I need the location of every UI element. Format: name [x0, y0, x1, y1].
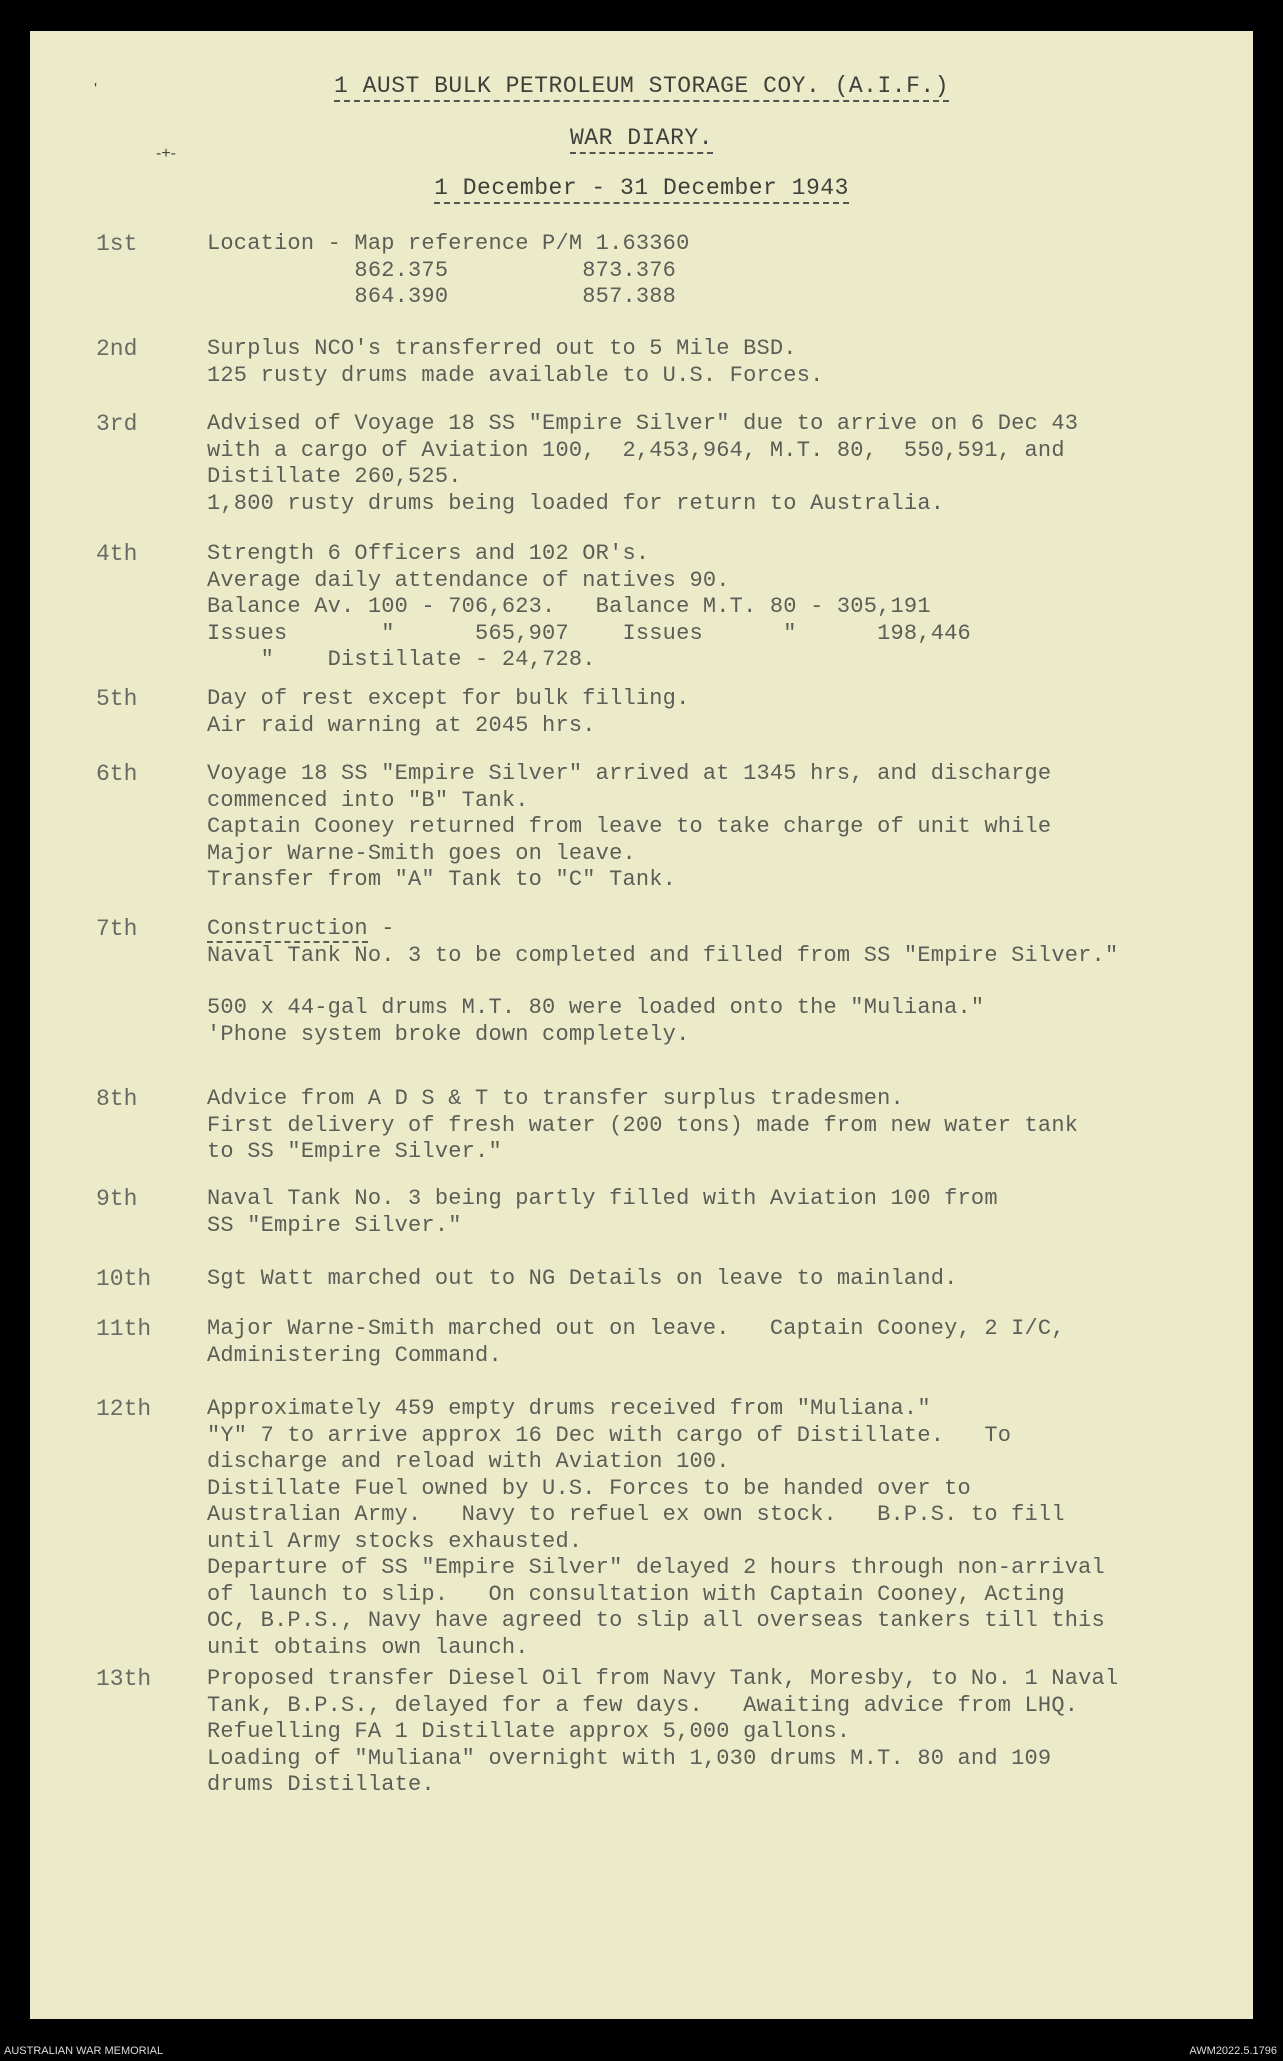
entry-text: [207, 1086, 1237, 1166]
entry-line: First delivery of fresh water (200 tons) made from new water tank: [207, 1112, 1079, 1138]
entry-line: Distillate Fuel owned by U.S. Forces to be handed over to: [207, 1475, 971, 1501]
entry-line: Departure of SS "Empire Silver" delayed 2 hours through non-arrival: [207, 1555, 1105, 1580]
footer-archive-name: AUSTRALIAN WAR MEMORIAL: [4, 2045, 164, 2057]
entry-line-text: -: [367, 916, 395, 941]
entry-line: with a cargo of Aviation 100, 2,453,964, M.T. 80, 550,591, and: [207, 437, 1065, 463]
entry-text: [207, 231, 1237, 311]
entry-day: 5th: [96, 686, 138, 712]
entry-line: Administering Command.: [207, 1342, 502, 1368]
entry-line: Australian Army. Navy to refuel ex own stock. B.P.S. to fill: [207, 1502, 1065, 1527]
entry-line: Major Warne-Smith goes on leave.: [207, 840, 636, 866]
entry-line: 125 rusty drums made available to U.S. Forces.: [207, 362, 824, 388]
entry-line: Tank, B.P.S., delayed for a few days. Awaiting advice from LHQ.: [207, 1692, 1079, 1718]
entry-day: 2nd: [96, 336, 138, 362]
entry-day: 4th: [96, 541, 138, 567]
entry-line: Strength 6 Officers and 102 OR's.: [207, 541, 650, 566]
pencil-mark: ': [94, 81, 98, 98]
diary-title: WAR DIARY.: [30, 125, 1253, 151]
entry-text: [207, 1316, 1237, 1369]
entry-line: 'Phone system broke down completely.: [207, 1021, 690, 1047]
entry-line: [207, 969, 1237, 995]
entry-text: [207, 1666, 1237, 1799]
entry-text: [207, 1266, 1237, 1293]
entry-text: [207, 761, 1237, 894]
entry-line: Naval Tank No. 3 being partly filled with Aviation 100 from: [207, 1186, 998, 1211]
entry-line: 500 x 44-gal drums M.T. 80 were loaded onto the "Muliana.": [207, 995, 985, 1020]
entry-line: Advice from A D S & T to transfer surplus tradesmen.: [207, 1086, 904, 1111]
entry-line: drums Distillate.: [207, 1772, 435, 1797]
entry-line: Balance Av. 100 - 706,623. Balance M.T. 80 - 305,191: [207, 594, 931, 619]
entry-line: Advised of Voyage 18 SS "Empire Silver" due to arrive on 6 Dec 43: [207, 411, 1079, 436]
entry-line: discharge and reload with Aviation 100.: [207, 1449, 730, 1474]
entry-day: 9th: [96, 1186, 138, 1212]
entry-day: 13th: [96, 1666, 152, 1692]
entry-day: 1st: [96, 231, 138, 257]
entry-day: 12th: [96, 1396, 152, 1422]
entry-line: OC, B.P.S., Navy have agreed to slip all overseas tankers till this: [207, 1608, 1105, 1633]
entry-text: [207, 541, 1237, 674]
entry-line: Surplus NCO's transferred out to 5 Mile BSD.: [207, 336, 797, 361]
entry-line: Distillate 260,525.: [207, 464, 462, 489]
entry-line: Day of rest except for bulk filling.: [207, 686, 690, 711]
entry-line: Location - Map reference P/M 1.63360: [207, 231, 690, 256]
entry-line: to SS "Empire Silver.": [207, 1139, 502, 1164]
entry-day: 11th: [96, 1316, 152, 1342]
pencil-mark: -+-: [156, 145, 176, 162]
entry-line: [207, 916, 1237, 943]
entry-text: [207, 336, 1237, 389]
entry-line: 862.375 873.376: [207, 257, 677, 283]
entry-line: unit obtains own launch.: [207, 1634, 529, 1660]
entry-line: until Army stocks exhausted.: [207, 1528, 583, 1554]
entry-line: commenced into "B" Tank.: [207, 787, 529, 813]
entry-line: " Distillate - 24,728.: [207, 647, 596, 672]
document-page: [30, 31, 1253, 2019]
entry-day: 10th: [96, 1266, 152, 1292]
entry-day: 3rd: [96, 411, 138, 437]
entry-line: Loading of "Muliana" overnight with 1,030 drums M.T. 80 and 109: [207, 1745, 1052, 1771]
entry-line: Naval Tank No. 3 to be completed and filled from SS "Empire Silver.": [207, 942, 1119, 968]
entry-line: Proposed transfer Diesel Oil from Navy Tank, Moresby, to No. 1 Naval: [207, 1666, 1119, 1691]
entry-day: 7th: [96, 916, 138, 942]
entry-line: Captain Cooney returned from leave to take charge of unit while: [207, 814, 1052, 839]
entry-line: Issues " 565,907 Issues " 198,446: [207, 620, 971, 646]
entry-line: Air raid warning at 2045 hrs.: [207, 712, 596, 738]
entry-line: Approximately 459 empty drums received from "Muliana.": [207, 1396, 931, 1421]
entry-text: [207, 1186, 1237, 1239]
entry-line: 864.390 857.388: [207, 284, 677, 309]
entry-line: Refuelling FA 1 Distillate approx 5,000 gallons.: [207, 1719, 851, 1744]
entry-text: [207, 686, 1237, 739]
entry-text: [207, 1396, 1237, 1661]
entry-line: Major Warne-Smith marched out on leave. Captain Cooney, 2 I/C,: [207, 1316, 1065, 1341]
entry-text: [207, 411, 1237, 517]
entry-line: Transfer from "A" Tank to "C" Tank.: [207, 867, 677, 892]
unit-title: 1 AUST BULK PETROLEUM STORAGE COY. (A.I.F.): [30, 73, 1253, 99]
entry-line: of launch to slip. On consultation with Captain Cooney, Acting: [207, 1581, 1065, 1607]
entry-line: Voyage 18 SS "Empire Silver" arrived at 1345 hrs, and discharge: [207, 761, 1052, 786]
entry-line: "Y" 7 to arrive approx 16 Dec with cargo of Distillate. To: [207, 1422, 1012, 1448]
entry-line: Sgt Watt marched out to NG Details on leave to mainland.: [207, 1266, 958, 1291]
entry-text: [207, 916, 1237, 1048]
entry-day: 6th: [96, 761, 138, 787]
entry-line: 1,800 rusty drums being loaded for return to Australia.: [207, 490, 945, 516]
footer-accession-number: AWM2022.5.1796: [1189, 2045, 1277, 2057]
entry-heading: Construction: [207, 916, 368, 941]
entry-day: 8th: [96, 1086, 138, 1112]
diary-period: 1 December - 31 December 1943: [30, 175, 1253, 201]
entry-line: Average daily attendance of natives 90.: [207, 567, 730, 593]
entry-line: SS "Empire Silver.": [207, 1212, 462, 1238]
